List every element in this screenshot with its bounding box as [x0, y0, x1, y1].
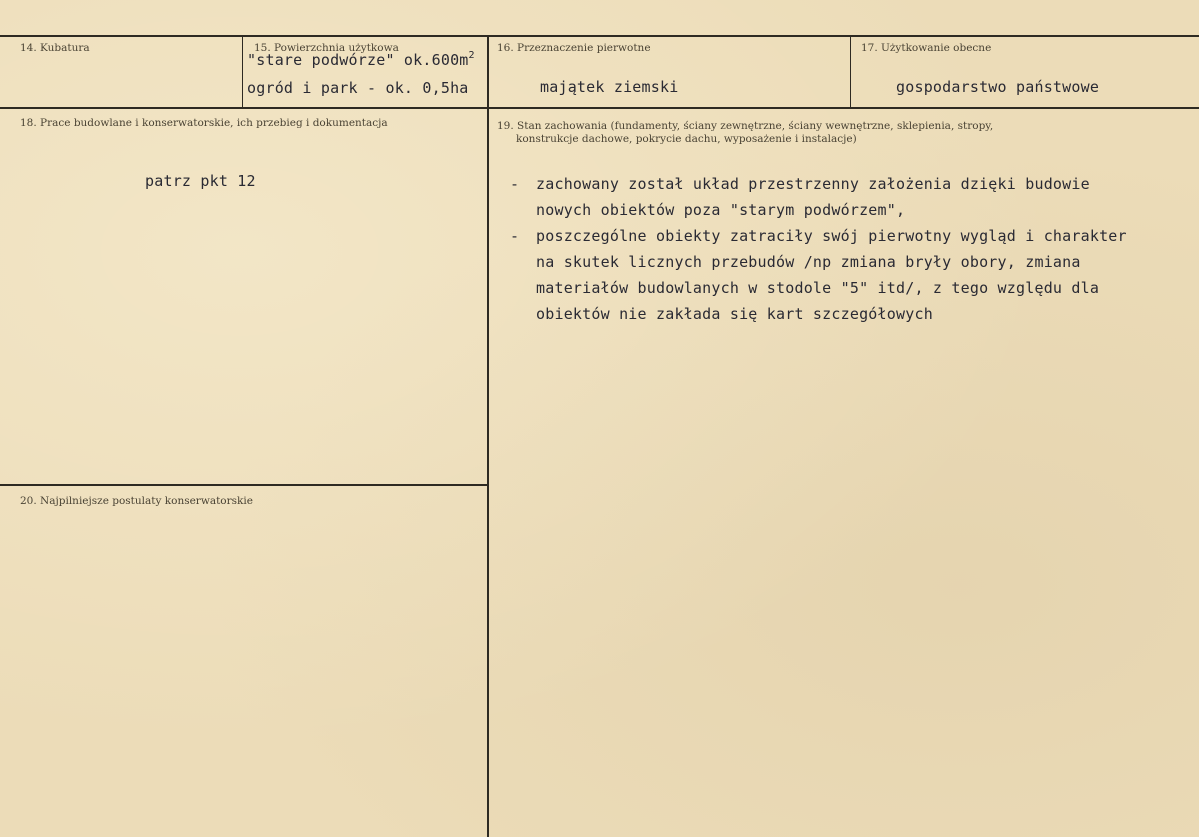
field-15-value-line1: "stare podwórze" $ok.600m^2$ — [247, 50, 475, 69]
field-15-value-line2: ogród i park - ok. 0,5ha — [247, 79, 469, 97]
field-16-value: majątek ziemski — [540, 78, 679, 96]
field-19-label-line1: 19. Stan zachowania (fundamenty, ściany zewnętrzne, ściany wewnętrzne, sklepienia, stropy, — [497, 120, 994, 132]
field-15-label: 15. Powierzchnia użytkowa — [254, 42, 399, 54]
field-16-label: 16. Przeznaczenie pierwotne — [497, 42, 651, 54]
field-19-label — [497, 120, 993, 146]
field-19-label-line2: konstrukcje dachowe, pokrycie dachu, wyposażenie i instalacje) — [516, 133, 857, 145]
col-divider-16-17 — [850, 35, 851, 108]
field-18-value: patrz pkt 12 — [145, 172, 256, 190]
condition-list — [510, 171, 1199, 327]
list-item: - zachowany został układ przestrzenny założenia dzięki budowie nowych obiektów poza "starym podwórzem", — [510, 175, 1090, 219]
row-divider-1 — [0, 107, 1199, 109]
col-divider-main — [487, 35, 489, 837]
field-20-label: 20. Najpilniejsze postulaty konserwatorskie — [20, 495, 253, 507]
col-divider-14-15 — [242, 35, 243, 108]
field-19-value — [510, 171, 1199, 327]
field-14-label: 14. Kubatura — [20, 42, 90, 54]
field-17-value: gospodarstwo państwowe — [896, 78, 1100, 96]
field-17-label: 17. Użytkowanie obecne — [861, 42, 992, 54]
row-divider-2 — [0, 484, 487, 486]
field-18-label: 18. Prace budowlane i konserwatorskie, ich przebieg i dokumentacja — [20, 117, 388, 129]
top-rule — [0, 35, 1199, 37]
list-item: - poszczególne obiekty zatraciły swój pierwotny wygląd i charakter na skutek licznych przebudów /np zmiana bryły obory, zmiana materiałów budowlanych w stodole "5" itd/, z tego względu dla obiektów nie zakłada się kart szczegółowych — [510, 227, 1127, 323]
